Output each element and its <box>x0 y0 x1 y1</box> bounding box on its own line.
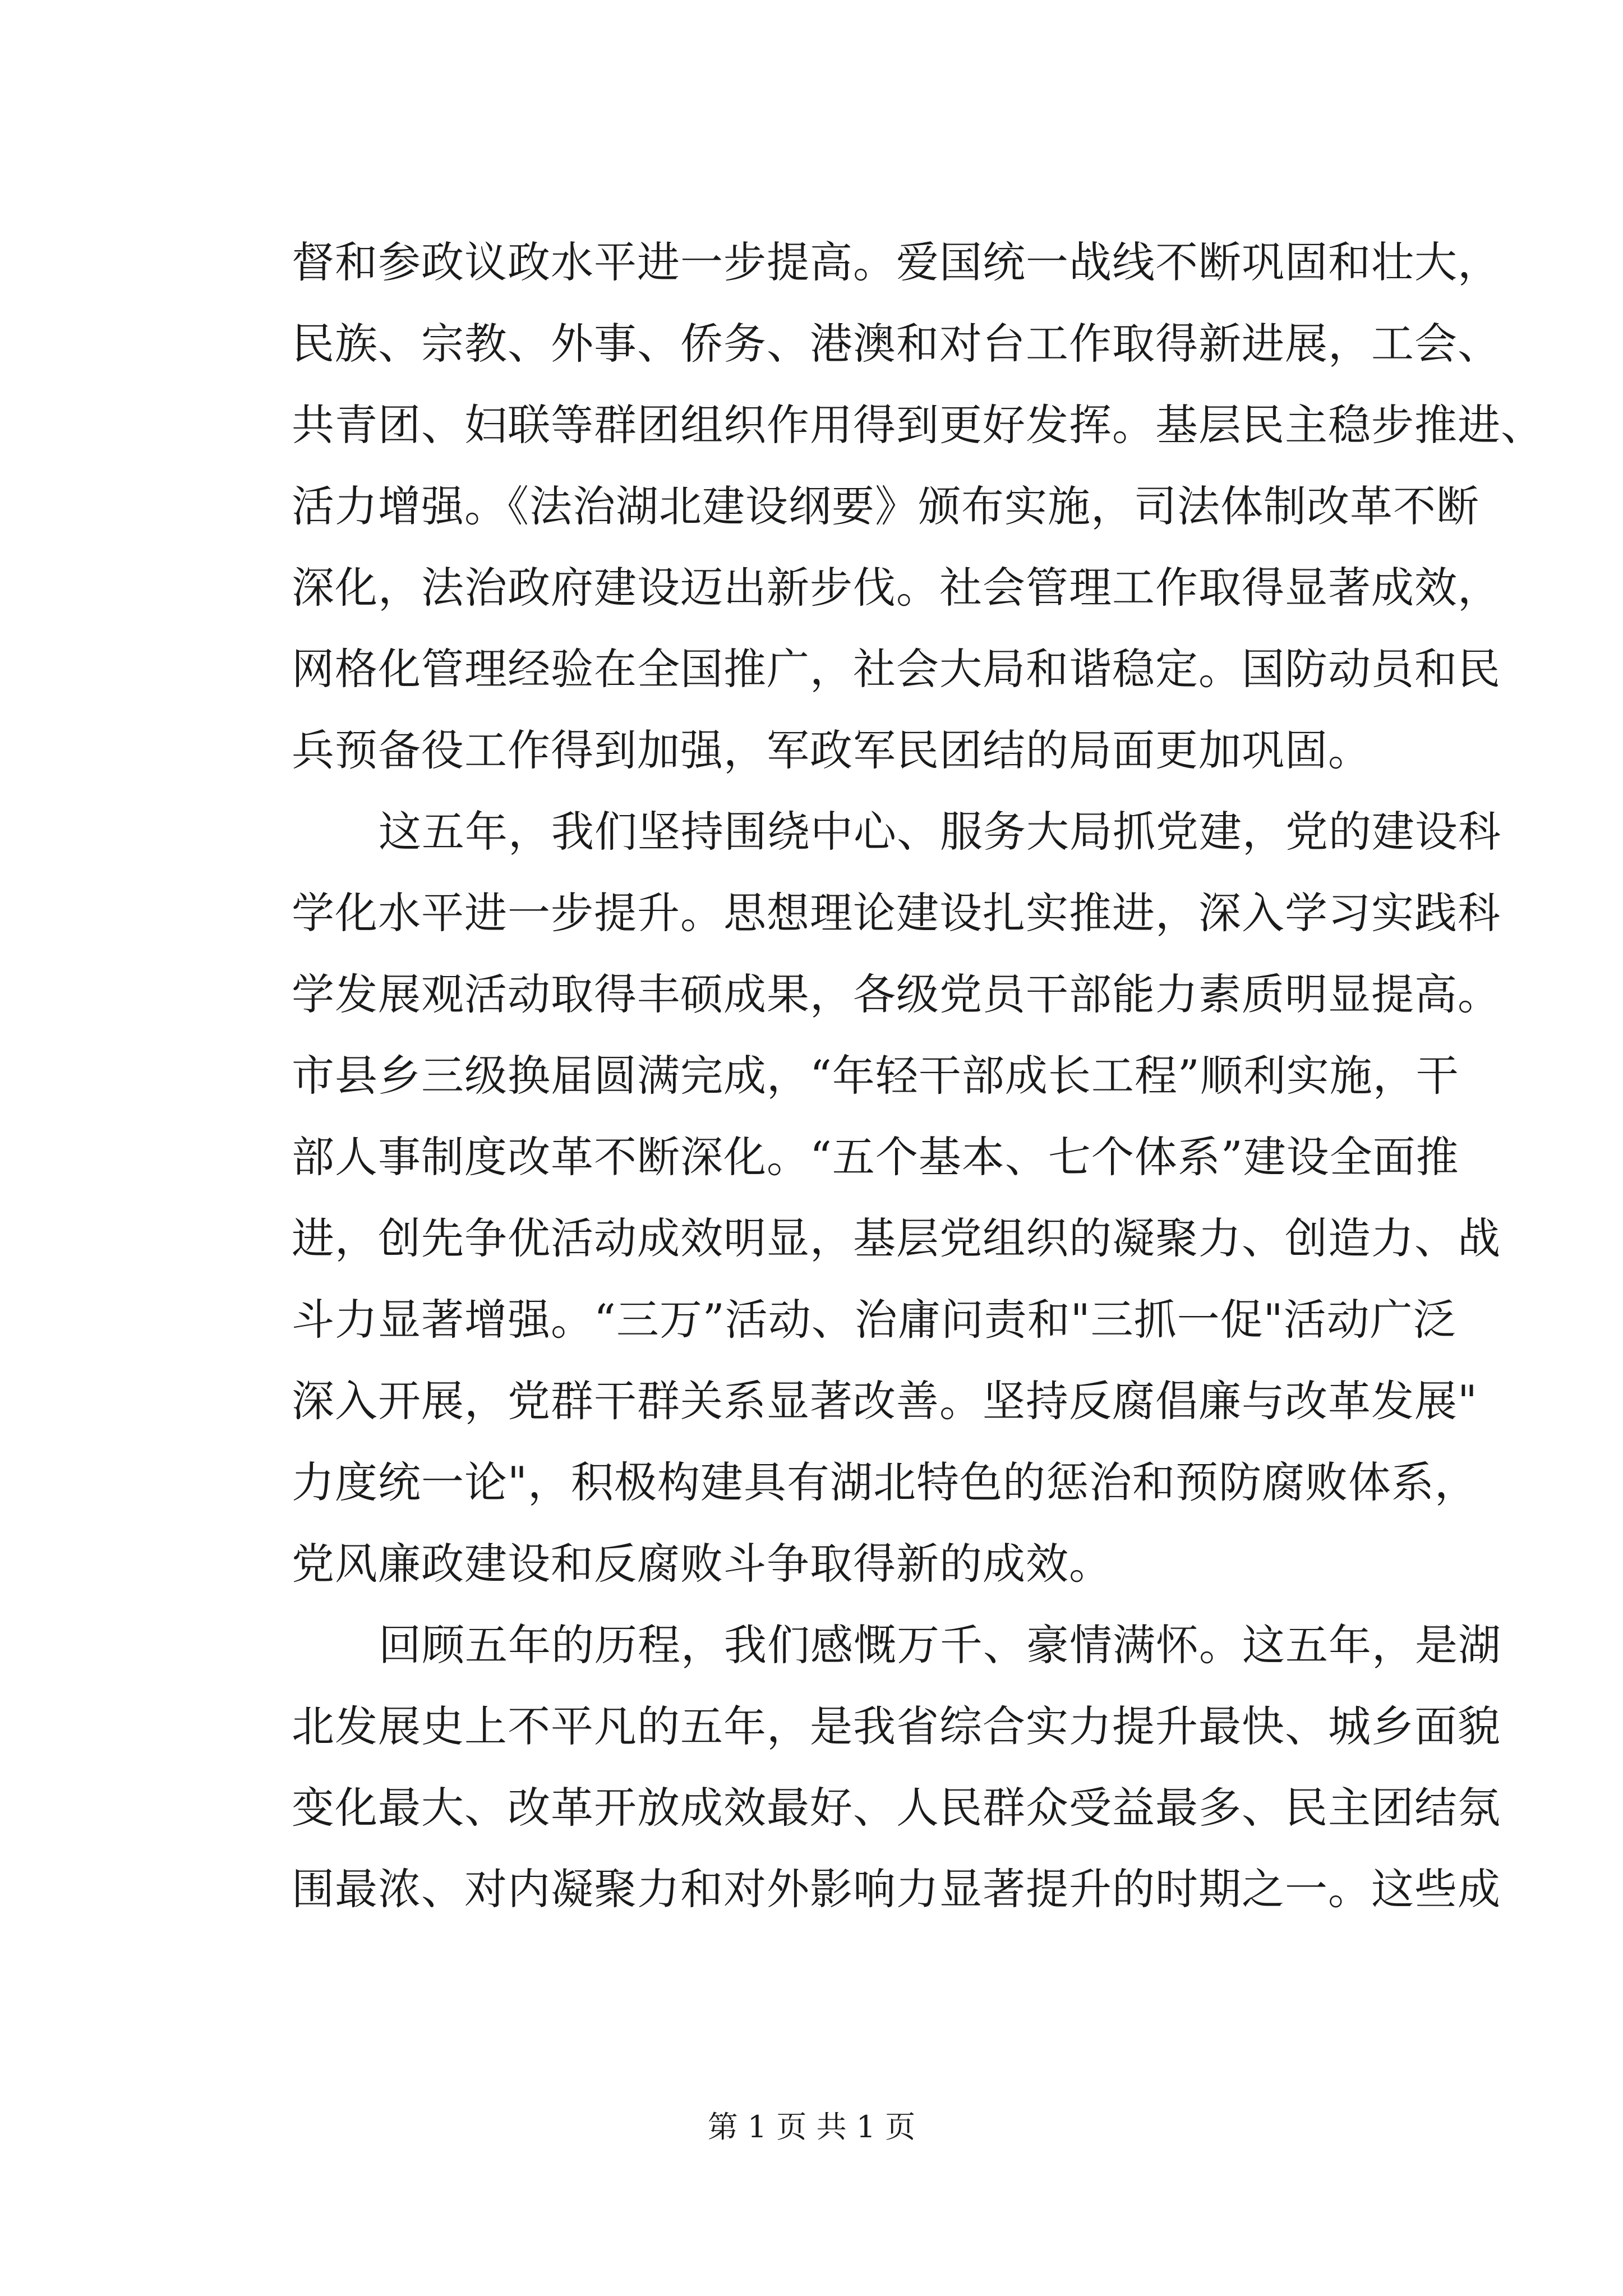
text-line: 变化最大、改革开放成效最好、人民群众受益最多、民主团结氛 <box>292 1783 1501 1833</box>
text-line: 深化，法治政府建设迈出新步伐。社会管理工作取得显著成效， <box>292 563 1501 613</box>
text-line: 民族、宗教、外事、侨务、港澳和对台工作取得新进展，工会、 <box>292 319 1501 369</box>
text-line: 兵预备役工作得到加强，军政军民团结的局面更加巩固。 <box>292 725 1371 775</box>
text-line: 督和参政议政水平进一步提高。爱国统一战线不断巩固和壮大， <box>292 237 1501 287</box>
text-line: 市县乡三级换届圆满完成，“年轻干部成长工程”顺利实施，干 <box>292 1051 1459 1101</box>
text-line: 力度统一论"，积极构建具有湖北特色的惩治和预防腐败体系， <box>292 1457 1478 1507</box>
text-line: 围最浓、对内凝聚力和对外影响力显著提升的时期之一。这些成 <box>292 1864 1501 1914</box>
text-line: 斗力显著增强。“三万”活动、治庸问责和"三抓一促"活动广泛 <box>292 1295 1456 1345</box>
text-line: 学发展观活动取得丰硕成果，各级党员干部能力素质明显提高。 <box>292 969 1501 1019</box>
page-footer <box>0 2105 1623 2150</box>
text-line: 学化水平进一步提升。思想理论建设扎实推进，深入学习实践科 <box>292 888 1501 938</box>
text-line: 部人事制度改革不断深化。“五个基本、七个体系”建设全面推 <box>292 1132 1459 1182</box>
document-body <box>292 222 1544 1930</box>
text-line: 北发展史上不平凡的五年，是我省综合实力提升最快、城乡面貌 <box>292 1701 1501 1751</box>
page-number: 第 1 页 共 1 页 <box>707 2109 916 2145</box>
text-line: 深入开展，党群干群关系显著改善。坚持反腐倡廉与改革发展" <box>292 1376 1478 1426</box>
text-line: 网格化管理经验在全国推广，社会大局和谐稳定。国防动员和民 <box>292 644 1501 694</box>
text-line: 活力增强。《法治湖北建设纲要》颁布实施，司法体制改革不断 <box>292 481 1479 531</box>
text-line: 共青团、妇联等群团组织作用得到更好发挥。基层民主稳步推进、 <box>292 400 1544 450</box>
text-line: 党风廉政建设和反腐败斗争取得新的成效。 <box>292 1539 1112 1589</box>
text-line: 回顾五年的历程，我们感慨万千、豪情满怀。这五年，是湖 <box>379 1620 1501 1670</box>
text-line: 进，创先争优活动成效明显，基层党组织的凝聚力、创造力、战 <box>292 1213 1501 1263</box>
text-line: 这五年，我们坚持围绕中心、服务大局抓党建，党的建设科 <box>379 807 1501 857</box>
